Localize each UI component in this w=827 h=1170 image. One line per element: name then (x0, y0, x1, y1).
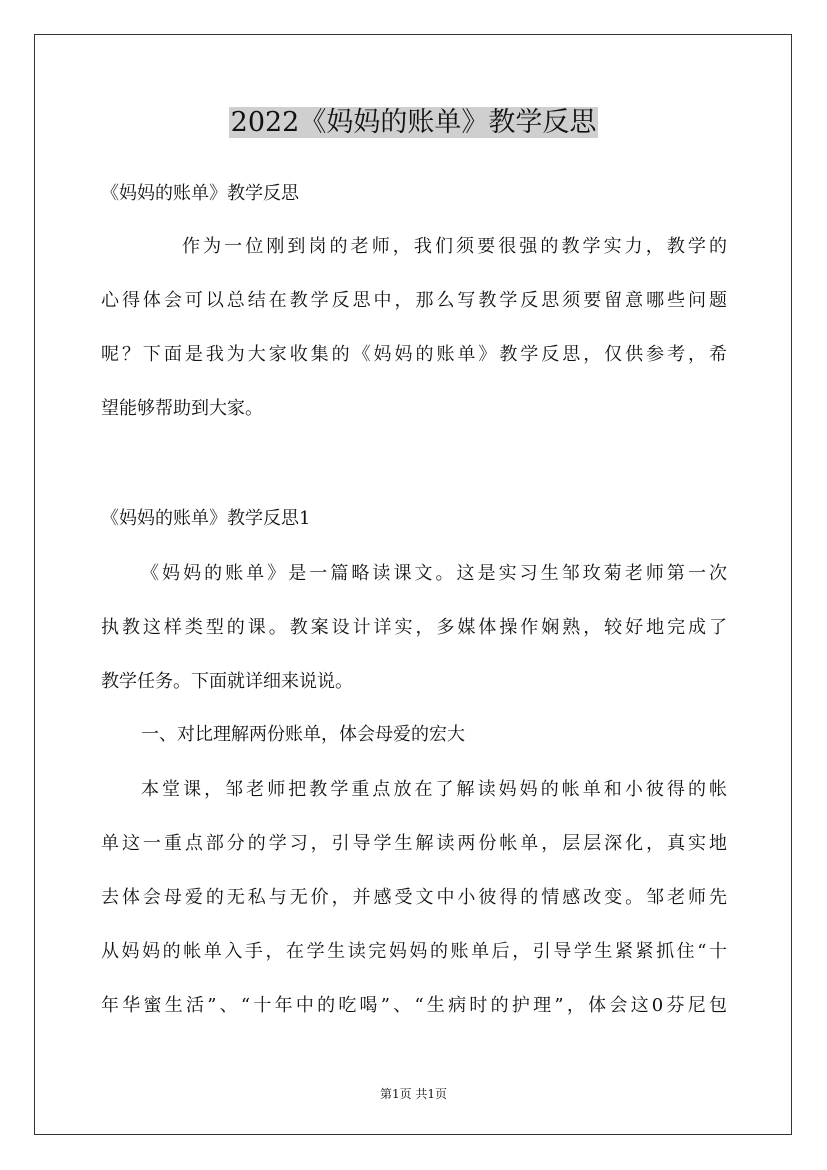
point-heading: 一、对比理解两份账单，体会母爱的宏大 (141, 724, 465, 745)
para2-line-4: 从妈妈的帐单入手，在学生读完妈妈的账单后，引导学生紧紧抓住“十 (101, 941, 727, 962)
document-title-wrap (0, 104, 827, 142)
intro-line-1: 作为一位刚到岗的老师，我们须要很强的教学实力，教学的 (182, 236, 727, 257)
section-heading: 《妈妈的账单》教学反思1 (101, 508, 311, 529)
para1-line-1: 《妈妈的账单》是一篇略读课文。这是实习生邹玫菊老师第一次 (141, 563, 727, 584)
intro-line-3: 呢？下面是我为大家收集的《妈妈的账单》教学反思，仅供参考，希 (101, 344, 727, 365)
para1-line-3: 教学任务。下面就详细来说说。 (101, 671, 353, 692)
para2-line-2: 单这一重点部分的学习，引导学生解读两份帐单，层层深化，真实地 (101, 833, 727, 854)
para2-line-3: 去体会母爱的无私与无价，并感受文中小彼得的情感改变。邹老师先 (101, 887, 727, 908)
intro-line-2: 心得体会可以总结在教学反思中，那么写教学反思须要留意哪些问题 (101, 290, 727, 311)
page-footer: 第1页 共1页 (379, 1087, 448, 1101)
para2-line-1: 本堂课，邹老师把教学重点放在了解读妈妈的帐单和小彼得的帐 (141, 779, 727, 800)
para1-line-2: 执教这样类型的课。教案设计详实，多媒体操作娴熟，较好地完成了 (101, 617, 727, 638)
intro-line-4: 望能够帮助到大家。 (101, 398, 263, 419)
document-title: 2022《妈妈的账单》教学反思 (230, 107, 597, 138)
para2-line-5: 年华蜜生活”、“十年中的吃喝”、“生病时的护理”，体会这0芬尼包 (101, 995, 727, 1016)
subtitle: 《妈妈的账单》教学反思 (101, 183, 299, 204)
